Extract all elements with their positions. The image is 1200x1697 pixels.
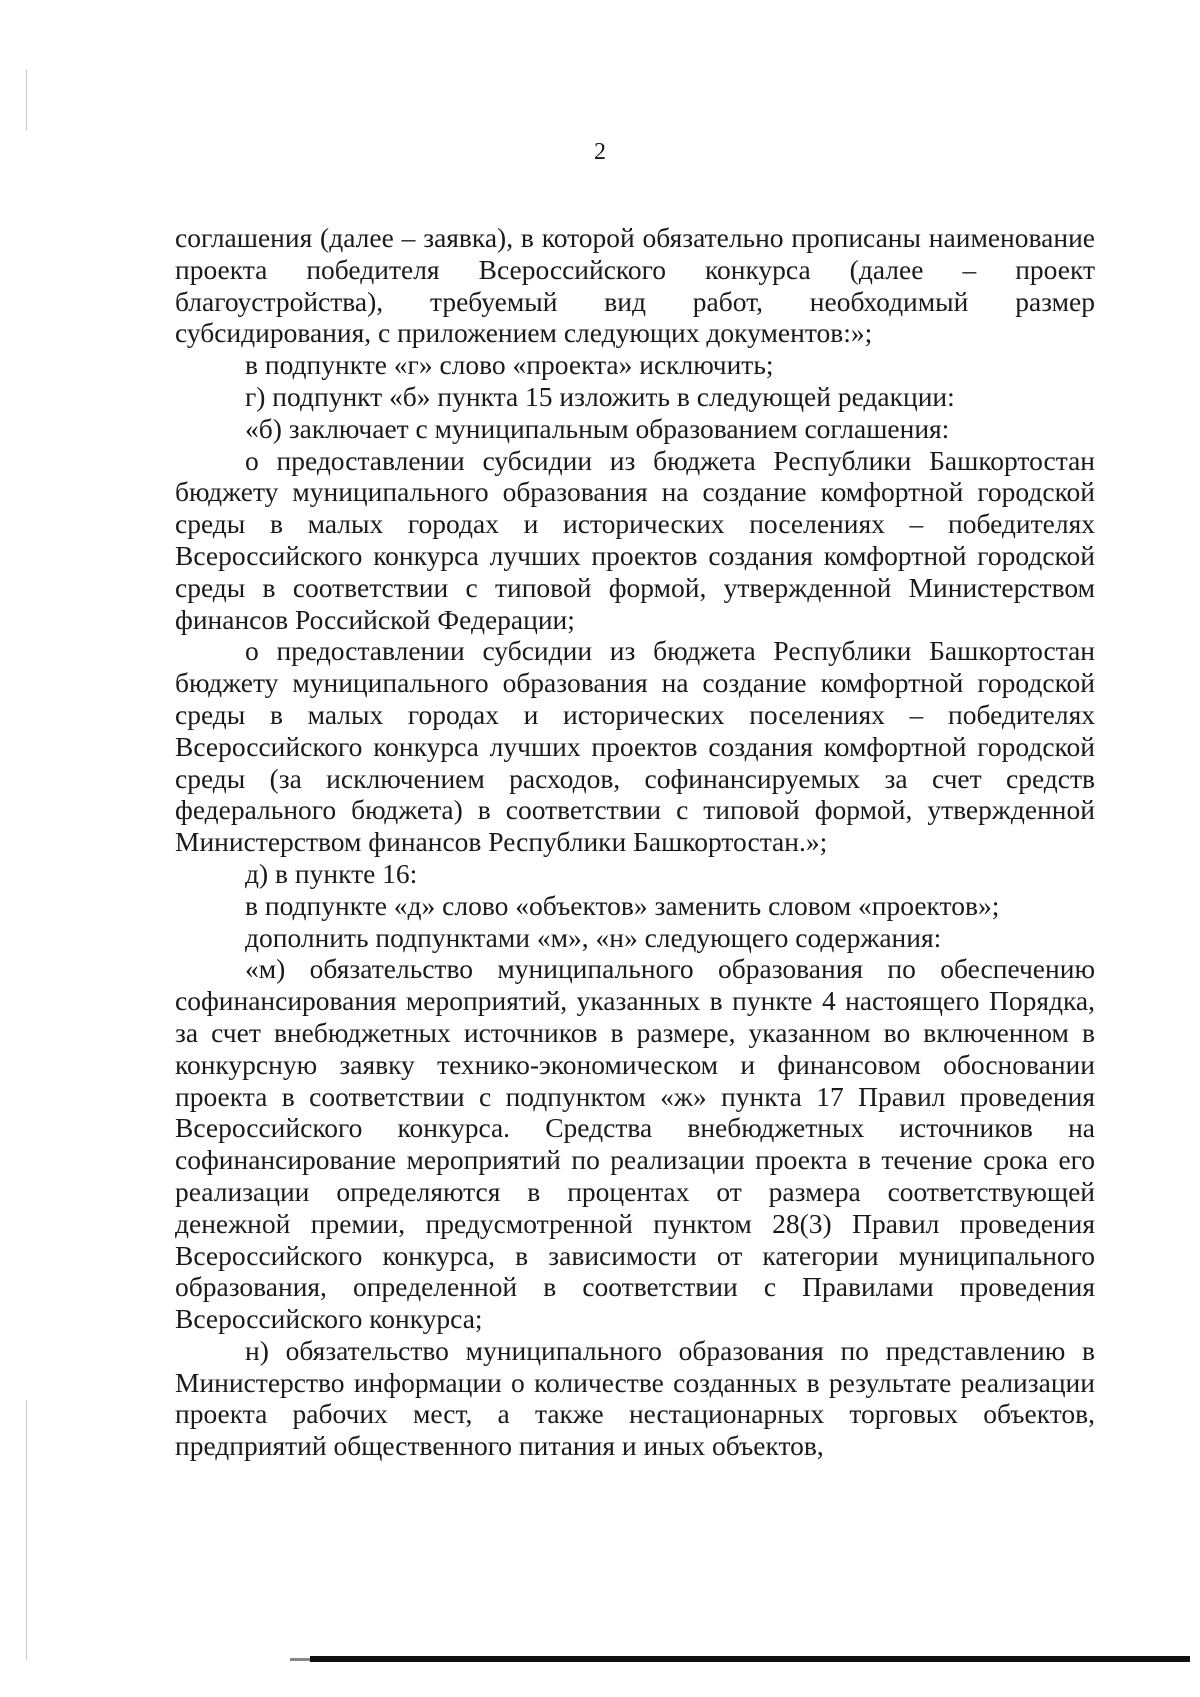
paragraph: в подпункте «д» слово «объектов» заменить словом «проектов»; xyxy=(245,889,1000,921)
document-body xyxy=(175,222,1095,1462)
scan-artifact-line xyxy=(310,1656,1190,1662)
paragraph: д) в пункте 16: xyxy=(245,857,418,889)
paragraph: о предоставлении субсидии из бюджета Республики Башкортостан бюджету муниципального образования на создание комфортной городской среды в малых городах и исторических поселениях – победителях Всероссийского конкурса лучших проектов создания комфортной городской среды (за исключением расходов, софинансируемых за счет средств федерального бюджета) в соответствии с типовой формой, утвержденной Министерством финансов Республики Башкортостан.»; xyxy=(175,635,1095,858)
scan-margin-mark-bottom xyxy=(26,1400,27,1660)
paragraph: г) подпункт «б» пункта 15 изложить в следующей редакции: xyxy=(245,380,955,412)
paragraph: в подпункте «г» слово «проекта» исключить; xyxy=(245,349,774,381)
paragraph: «б) заключает с муниципальным образованием соглашения: xyxy=(245,412,950,444)
page-number: 2 xyxy=(594,139,606,165)
paragraph-continuation: соглашения (далее – заявка), в которой обязательно прописаны наименование проекта победителя Всероссийского конкурса (далее – проект благоустройства), требуемый вид работ, необходимый размер субсидирования, с приложением следующих документов:»; xyxy=(175,222,1095,349)
paragraph: «м) обязательство муниципального образования по обеспечению софинансирования мероприятий, указанных в пункте 4 настоящего Порядка, за счет внебюджетных источников в размере, указанном во включенном в конкурсную заявку технико-экономическом и финансовом обосновании проекта в соответствии с подпунктом «ж» пункта 17 Правил проведения Всероссийского конкурса. Средства внебюджетных источников на софинансирование мероприятий по реализации проекта в течение срока его реализации определяются в процентах от размера соответствующей денежной премии, предусмотренной пунктом 28(3) Правил проведения Всероссийского конкурса, в зависимости от категории муниципального образования, определенной в соответствии с Правилами проведения Всероссийского конкурса; xyxy=(175,953,1095,1335)
paragraph: дополнить подпунктами «м», «н» следующего содержания: xyxy=(245,921,942,953)
paragraph: н) обязательство муниципального образования по представлению в Министерство информации о количестве созданных в результате реализации проекта рабочих мест, а также нестационарных торговых объектов, предприятий общественного питания и иных объектов, xyxy=(175,1334,1095,1462)
paragraph: о предоставлении субсидии из бюджета Республики Башкортостан бюджету муниципального образования на создание комфортной городской среды в малых городах и исторических поселениях – победителях Всероссийского конкурса лучших проектов создания комфортной городской среды в соответствии с типовой формой, утвержденной Министерством финансов Российской Федерации; xyxy=(175,444,1095,635)
scan-margin-mark-top xyxy=(26,70,27,130)
